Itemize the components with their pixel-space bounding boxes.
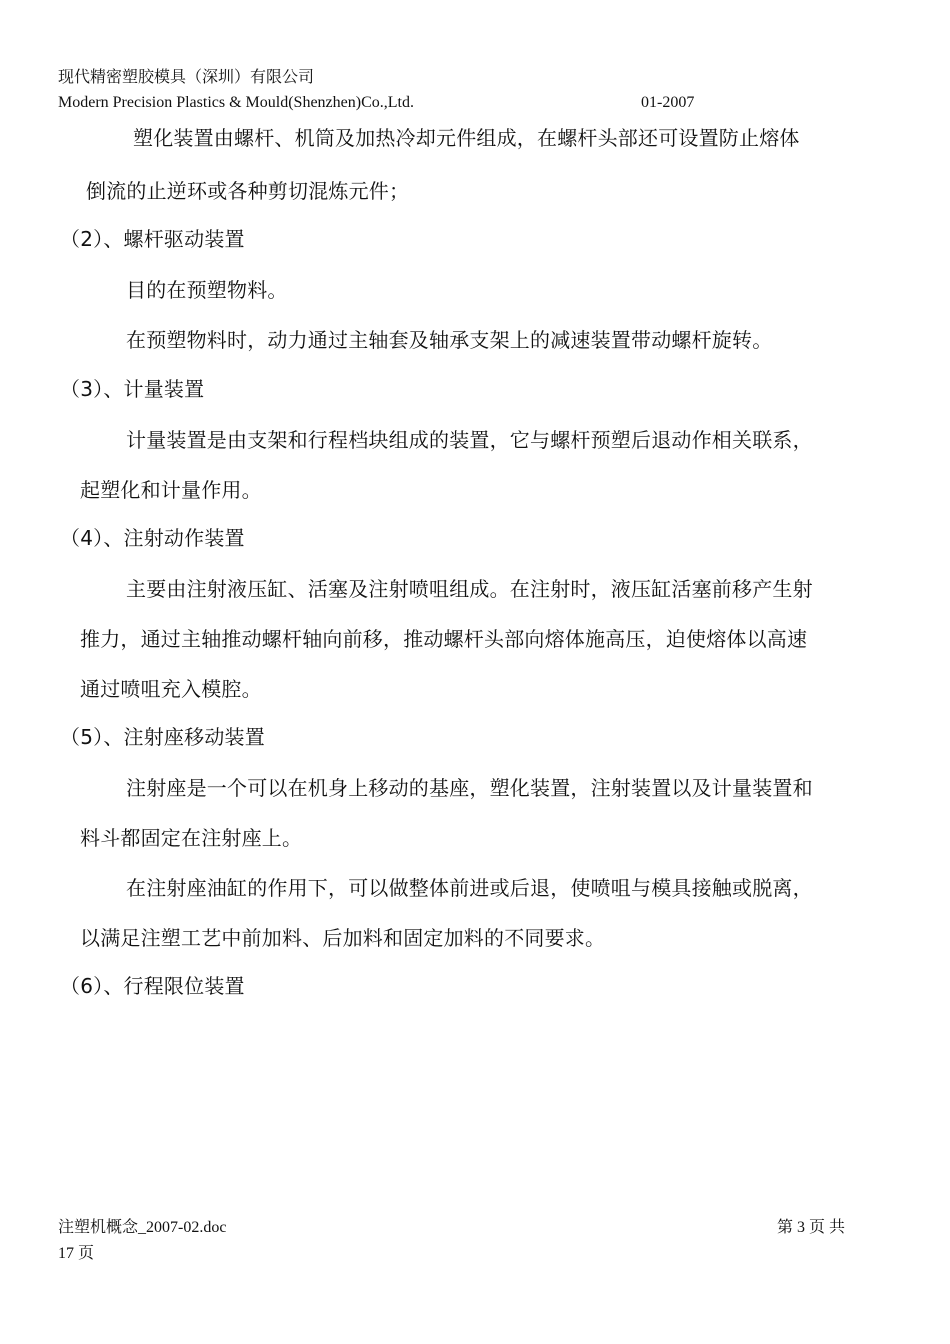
section-heading: （3）、计量装置 <box>60 377 205 401</box>
paragraph-line: 计量装置是由支架和行程档块组成的装置，它与螺杆预塑后退动作相关联系， <box>126 428 813 452</box>
paragraph-line: 塑化装置由螺杆、机筒及加热冷却元件组成，在螺杆头部还可设置防止熔体 <box>133 126 800 150</box>
paragraph-line: 倒流的止逆环或各种剪切混炼元件； <box>86 179 410 203</box>
paragraph-line: 在注射座油缸的作用下，可以做整体前进或后退，使喷咀与模具接触或脱离， <box>126 876 813 900</box>
header-company-chinese: 现代精密塑胶模具（深圳）有限公司 <box>58 69 315 86</box>
paragraph-line: 推力，通过主轴推动螺杆轴向前移，推动螺杆头部向熔体施高压，迫使熔体以高速 <box>80 627 808 651</box>
section-heading: （5）、注射座移动装置 <box>60 725 265 749</box>
paragraph-line: 主要由注射液压缸、活塞及注射喷咀组成。在注射时，液压缸活塞前移产生射 <box>126 577 813 601</box>
paragraph-line: 目的在预塑物料。 <box>126 278 288 302</box>
paragraph-line: 起塑化和计量作用。 <box>80 478 262 502</box>
footer-filename: 注塑机概念_2007-02.doc <box>58 1219 227 1236</box>
paragraph-line: 在预塑物料时，动力通过主轴套及轴承支架上的减速装置带动螺杆旋转。 <box>126 328 773 352</box>
header-company-english: Modern Precision Plastics & Mould(Shenzhen)Co.,Ltd. <box>58 94 414 111</box>
paragraph-line: 注射座是一个可以在机身上移动的基座，塑化装置，注射装置以及计量装置和 <box>126 776 813 800</box>
section-heading: （6）、行程限位装置 <box>60 974 245 998</box>
header-date: 01-2007 <box>641 94 695 111</box>
footer-page-total: 17 页 <box>58 1245 95 1262</box>
footer-page-number: 第 3 页 共 <box>777 1219 846 1236</box>
paragraph-line: 料斗都固定在注射座上。 <box>80 826 303 850</box>
section-heading: （4）、注射动作装置 <box>60 526 245 550</box>
paragraph-line: 通过喷咀充入模腔。 <box>80 677 262 701</box>
paragraph-line: 以满足注塑工艺中前加料、后加料和固定加料的不同要求。 <box>80 926 606 950</box>
section-heading: （2）、螺杆驱动装置 <box>60 227 245 251</box>
